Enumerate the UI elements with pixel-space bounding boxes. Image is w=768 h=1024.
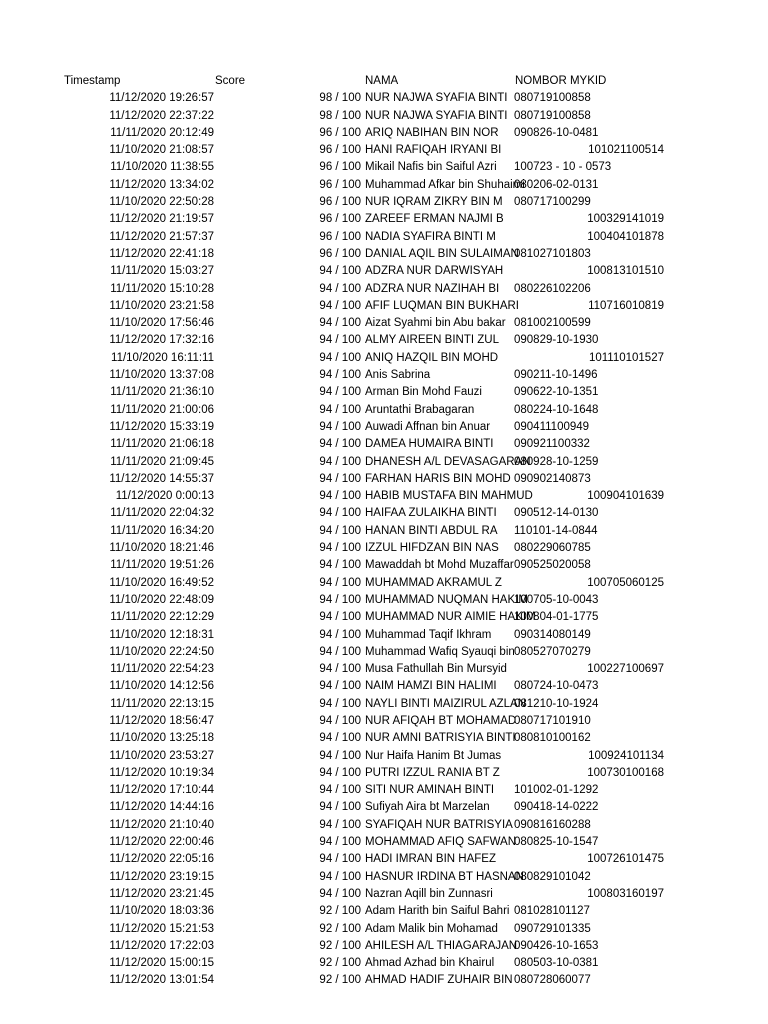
mykid-cell[interactable]: 100804-01-1775	[514, 611, 599, 624]
mykid-cell[interactable]: 090622-10-1351	[514, 386, 599, 399]
table-row	[0, 609, 768, 626]
timestamp-cell[interactable]: 11/10/2020 22:48:09	[109, 593, 214, 606]
mykid-cell[interactable]: 080728060077	[514, 974, 591, 987]
score-cell[interactable]: 96 / 100	[319, 196, 361, 209]
nama-cell[interactable]: NUR NAJWA SYAFIA BINTI	[365, 92, 508, 105]
timestamp-cell[interactable]: 11/12/2020 17:10:44	[109, 784, 214, 797]
mykid-cell[interactable]: 090921100332	[514, 438, 590, 451]
mykid-cell[interactable]: 090411100949	[514, 420, 590, 433]
timestamp-cell[interactable]: 11/10/2020 16:49:52	[109, 576, 214, 589]
table-row	[0, 419, 768, 436]
table-row	[0, 799, 768, 816]
table-body	[0, 90, 768, 989]
nama-cell[interactable]: HASNUR IRDINA BT HASNAN	[365, 870, 524, 883]
mykid-cell[interactable]: 100329141019	[587, 213, 664, 226]
score-cell[interactable]: 94 / 100	[319, 628, 361, 641]
nama-cell[interactable]: NUR AMNI BATRISYIA BINTI	[365, 732, 516, 745]
mykid-cell[interactable]: 090314080149	[514, 628, 591, 641]
table-row	[0, 471, 768, 488]
nama-cell[interactable]: HANI RAFIQAH IRYANI BI	[365, 144, 502, 157]
mykid-cell[interactable]: 081028101127	[514, 905, 590, 918]
spreadsheet	[0, 73, 768, 990]
timestamp-cell[interactable]: 11/11/2020 21:09:45	[110, 455, 214, 468]
mykid-cell[interactable]: 080719100858	[514, 109, 591, 122]
score-cell[interactable]: 94 / 100	[319, 732, 361, 745]
mykid-cell[interactable]: 101021100514	[588, 144, 664, 157]
timestamp-cell[interactable]: 11/12/2020 19:26:57	[109, 92, 214, 105]
nama-cell[interactable]: ALMY AIREEN BINTI ZUL	[365, 334, 499, 347]
timestamp-cell[interactable]: 11/12/2020 23:19:15	[109, 870, 214, 883]
score-cell[interactable]: 94 / 100	[319, 714, 361, 727]
mykid-cell[interactable]: 100726101475	[587, 853, 664, 866]
nama-cell[interactable]: FARHAN HARIS BIN MOHD	[365, 472, 511, 485]
timestamp-cell[interactable]: 11/12/2020 10:19:34	[109, 766, 214, 779]
table-row	[0, 246, 768, 263]
table-row	[0, 194, 768, 211]
mykid-cell[interactable]: 090525020058	[514, 559, 591, 572]
timestamp-cell[interactable]: 11/12/2020 21:57:37	[109, 230, 214, 243]
timestamp-cell[interactable]: 11/12/2020 15:33:19	[109, 420, 214, 433]
timestamp-cell[interactable]: 11/10/2020 16:11:11	[111, 351, 214, 364]
timestamp-cell[interactable]: 11/12/2020 18:56:47	[109, 714, 214, 727]
score-cell[interactable]: 94 / 100	[319, 593, 361, 606]
nama-cell[interactable]: Adam Harith bin Saiful Bahri	[365, 905, 510, 918]
score-cell[interactable]: 94 / 100	[319, 507, 361, 520]
timestamp-cell[interactable]: 11/10/2020 21:08:57	[109, 144, 214, 157]
nama-cell[interactable]: Ahmad Azhad bin Khairul	[365, 957, 495, 970]
score-cell[interactable]: 94 / 100	[319, 317, 361, 330]
mykid-cell[interactable]: 100227100697	[587, 663, 664, 676]
timestamp-cell[interactable]: 11/11/2020 21:00:06	[110, 403, 214, 416]
mykid-cell[interactable]: 110101-14-0844	[514, 524, 598, 537]
timestamp-cell[interactable]: 11/11/2020 22:12:29	[110, 611, 214, 624]
score-cell[interactable]: 94 / 100	[319, 490, 361, 503]
mykid-cell[interactable]: 090418-14-0222	[514, 801, 599, 814]
score-cell[interactable]: 94 / 100	[319, 334, 361, 347]
timestamp-cell[interactable]: 11/12/2020 22:05:16	[109, 853, 214, 866]
nama-cell[interactable]: Auwadi Affnan bin Anuar	[365, 420, 491, 433]
score-cell[interactable]: 94 / 100	[319, 438, 361, 451]
nama-cell[interactable]: SYAFIQAH NUR BATRISYIA	[365, 818, 513, 831]
timestamp-cell[interactable]: 11/10/2020 12:18:31	[109, 628, 214, 641]
timestamp-cell[interactable]: 11/12/2020 17:32:16	[109, 334, 214, 347]
score-cell[interactable]: 92 / 100	[319, 905, 361, 918]
table-row	[0, 281, 768, 298]
mykid-cell[interactable]: 100730100168	[587, 766, 664, 779]
nama-cell[interactable]: DHANESH A/L DEVASAGARAN	[365, 455, 531, 468]
score-cell[interactable]: 94 / 100	[319, 680, 361, 693]
timestamp-cell[interactable]: 11/11/2020 15:10:28	[110, 282, 214, 295]
nama-cell[interactable]: Mikail Nafis bin Saiful Azri	[365, 161, 497, 174]
table-row	[0, 298, 768, 315]
nama-cell[interactable]: DAMEA HUMAIRA BINTI	[365, 438, 494, 451]
table-row	[0, 972, 768, 989]
table-row	[0, 903, 768, 920]
mykid-cell[interactable]: 100904101639	[587, 490, 664, 503]
table-row	[0, 869, 768, 886]
mykid-cell[interactable]: 090426-10-1653	[514, 939, 599, 952]
score-cell[interactable]: 94 / 100	[319, 645, 361, 658]
nama-cell[interactable]: Aizat Syahmi bin Abu bakar	[365, 317, 506, 330]
table-row	[0, 938, 768, 955]
score-cell[interactable]: 94 / 100	[319, 766, 361, 779]
mykid-cell[interactable]: 080724-10-0473	[514, 680, 599, 693]
mykid-cell[interactable]: 090512-14-0130	[514, 507, 599, 520]
table-row	[0, 696, 768, 713]
timestamp-cell[interactable]: 11/10/2020 14:12:56	[109, 680, 214, 693]
nama-cell[interactable]: PUTRI IZZUL RANIA BT Z	[365, 766, 500, 779]
score-cell[interactable]: 94 / 100	[319, 265, 361, 278]
nama-cell[interactable]: Sufiyah Aira bt Marzelan	[365, 801, 490, 814]
mykid-cell[interactable]: 090211-10-1496	[514, 369, 598, 382]
table-row	[0, 367, 768, 384]
score-cell[interactable]: 94 / 100	[319, 663, 361, 676]
timestamp-cell[interactable]: 11/10/2020 17:56:46	[109, 317, 214, 330]
timestamp-cell[interactable]: 11/10/2020 11:38:55	[110, 161, 214, 174]
score-cell[interactable]: 94 / 100	[319, 299, 361, 312]
nama-cell[interactable]: MUHAMMAD NUR AIMIE HAKIM	[365, 611, 536, 624]
score-cell[interactable]: 94 / 100	[319, 853, 361, 866]
table-row	[0, 211, 768, 228]
table-row	[0, 263, 768, 280]
nama-cell[interactable]: Nazran Aqill bin Zunnasri	[365, 887, 493, 900]
table-row	[0, 557, 768, 574]
nama-cell[interactable]: IZZUL HIFDZAN BIN NAS	[365, 542, 499, 555]
table-row	[0, 177, 768, 194]
timestamp-cell[interactable]: 11/11/2020 15:03:27	[110, 265, 214, 278]
nama-cell[interactable]: HAIFAA ZULAIKHA BINTI	[365, 507, 497, 520]
table-row	[0, 834, 768, 851]
table-row	[0, 713, 768, 730]
mykid-cell[interactable]: 080719100858	[514, 92, 591, 105]
nama-cell[interactable]: Aruntathi Brabagaran	[365, 403, 475, 416]
score-cell[interactable]: 96 / 100	[319, 144, 361, 157]
score-cell[interactable]: 94 / 100	[319, 611, 361, 624]
mykid-cell[interactable]: 090729101335	[514, 922, 591, 935]
mykid-cell[interactable]: 080810100162	[514, 732, 591, 745]
timestamp-cell[interactable]: 11/10/2020 22:24:50	[109, 645, 214, 658]
nama-cell[interactable]: NADIA SYAFIRA BINTI M	[365, 230, 496, 243]
timestamp-cell[interactable]: 11/11/2020 20:12:49	[110, 126, 214, 139]
table-row	[0, 955, 768, 972]
nama-cell[interactable]: Muhammad Taqif Ikhram	[365, 628, 492, 641]
nama-cell[interactable]: MUHAMMAD NUQMAN HAKIM	[365, 593, 528, 606]
mykid-cell[interactable]: 080717100299	[514, 196, 591, 209]
nama-cell[interactable]: Anis Sabrina	[365, 369, 431, 382]
nama-cell[interactable]: AFIF LUQMAN BIN BUKHARI	[365, 299, 519, 312]
timestamp-cell[interactable]: 11/10/2020 23:53:27	[109, 749, 214, 762]
mykid-cell[interactable]: 081027101803	[514, 247, 591, 260]
nama-cell[interactable]: MOHAMMAD AFIQ SAFWAN	[365, 836, 516, 849]
mykid-cell[interactable]: 101110101527	[588, 351, 664, 364]
mykid-cell[interactable]: 090829-10-1930	[514, 334, 599, 347]
score-cell[interactable]: 94 / 100	[319, 455, 361, 468]
table-row	[0, 661, 768, 678]
mykid-cell[interactable]: 080825-10-1547	[514, 836, 599, 849]
timestamp-cell[interactable]: 11/11/2020 19:51:26	[110, 559, 214, 572]
score-cell[interactable]: 96 / 100	[319, 161, 361, 174]
mykid-cell[interactable]: 100813101510	[587, 265, 664, 278]
table-row	[0, 748, 768, 765]
score-cell[interactable]: 94 / 100	[319, 524, 361, 537]
timestamp-cell[interactable]: 11/11/2020 21:06:18	[110, 438, 214, 451]
score-cell[interactable]: 96 / 100	[319, 178, 361, 191]
table-row	[0, 575, 768, 592]
timestamp-cell[interactable]: 11/12/2020 21:19:57	[109, 213, 214, 226]
table-row	[0, 350, 768, 367]
timestamp-cell[interactable]: 11/12/2020 22:37:22	[109, 109, 214, 122]
score-cell[interactable]: 94 / 100	[319, 576, 361, 589]
timestamp-cell[interactable]: 11/10/2020 22:50:28	[109, 196, 214, 209]
score-cell[interactable]: 94 / 100	[319, 697, 361, 710]
mykid-cell[interactable]: 100705-10-0043	[514, 593, 599, 606]
timestamp-cell[interactable]: 11/12/2020 0:00:13	[115, 490, 214, 503]
table-row	[0, 505, 768, 522]
table-row	[0, 678, 768, 695]
score-cell[interactable]: 94 / 100	[319, 784, 361, 797]
mykid-cell[interactable]: 100705060125	[587, 576, 664, 589]
score-cell[interactable]: 96 / 100	[319, 126, 361, 139]
table-row	[0, 125, 768, 142]
timestamp-cell[interactable]: 11/12/2020 14:44:16	[109, 801, 214, 814]
score-cell[interactable]: 98 / 100	[319, 109, 361, 122]
mykid-cell[interactable]: 090826-10-0481	[514, 126, 599, 139]
table-row	[0, 384, 768, 401]
nama-cell[interactable]: HADI IMRAN BIN HAFEZ	[365, 853, 496, 866]
table-row	[0, 817, 768, 834]
table-row	[0, 886, 768, 903]
mykid-cell[interactable]: 080206-02-0131	[514, 178, 599, 191]
nama-cell[interactable]: SITI NUR AMINAH BINTI	[365, 784, 495, 797]
table-row	[0, 159, 768, 176]
table-row	[0, 108, 768, 125]
timestamp-cell[interactable]: 11/11/2020 16:34:20	[110, 524, 214, 537]
header-timestamp[interactable]: Timestamp	[64, 75, 121, 87]
timestamp-cell[interactable]: 11/12/2020 14:55:37	[109, 472, 214, 485]
table-row	[0, 592, 768, 609]
score-cell[interactable]: 94 / 100	[319, 542, 361, 555]
timestamp-cell[interactable]: 11/12/2020 21:10:40	[109, 818, 214, 831]
mykid-cell[interactable]: 080928-10-1259	[514, 455, 599, 468]
score-cell[interactable]: 94 / 100	[319, 351, 361, 364]
mykid-cell[interactable]: 100803160197	[587, 887, 664, 900]
score-cell[interactable]: 94 / 100	[319, 420, 361, 433]
table-row	[0, 229, 768, 246]
table-row	[0, 142, 768, 159]
timestamp-cell[interactable]: 11/11/2020 21:36:10	[110, 386, 214, 399]
mykid-cell[interactable]: 100404101878	[587, 230, 664, 243]
table-row	[0, 332, 768, 349]
score-cell[interactable]: 94 / 100	[319, 870, 361, 883]
timestamp-cell[interactable]: 11/10/2020 23:21:58	[109, 299, 214, 312]
nama-cell[interactable]: Musa Fathullah Bin Mursyid	[365, 663, 507, 676]
nama-cell[interactable]: AHMAD HADIF ZUHAIR BIN	[365, 974, 513, 987]
score-cell[interactable]: 94 / 100	[319, 887, 361, 900]
nama-cell[interactable]: Adam Malik bin Mohamad	[365, 922, 498, 935]
table-row	[0, 436, 768, 453]
timestamp-cell[interactable]: 11/12/2020 22:00:46	[109, 836, 214, 849]
nama-cell[interactable]: ADZRA NUR DARWISYAH	[365, 265, 504, 278]
timestamp-cell[interactable]: 11/11/2020 22:13:15	[110, 697, 214, 710]
table-row	[0, 315, 768, 332]
mykid-cell[interactable]: 080226102206	[514, 282, 591, 295]
nama-cell[interactable]: NAIM HAMZI BIN HALIMI	[365, 680, 497, 693]
mykid-cell[interactable]: 080829101042	[514, 870, 591, 883]
nama-cell[interactable]: NUR NAJWA SYAFIA BINTI	[365, 109, 508, 122]
score-cell[interactable]: 92 / 100	[319, 922, 361, 935]
mykid-cell[interactable]: 090902140873	[514, 472, 591, 485]
score-cell[interactable]: 96 / 100	[319, 213, 361, 226]
header-mykid[interactable]: NOMBOR MYKID	[515, 75, 607, 87]
nama-cell[interactable]: Muhammad Wafiq Syauqi bin	[365, 645, 515, 658]
nama-cell[interactable]: Nur Haifa Hanim Bt Jumas	[365, 749, 502, 762]
score-cell[interactable]: 96 / 100	[319, 230, 361, 243]
score-cell[interactable]: 94 / 100	[319, 818, 361, 831]
nama-cell[interactable]: ARIQ NABIHAN BIN NOR	[365, 126, 499, 139]
score-cell[interactable]: 94 / 100	[319, 749, 361, 762]
table-row	[0, 765, 768, 782]
table-row	[0, 851, 768, 868]
mykid-cell[interactable]: 080229060785	[514, 542, 591, 555]
score-cell[interactable]: 98 / 100	[319, 92, 361, 105]
header-nama[interactable]: NAMA	[365, 75, 399, 87]
timestamp-cell[interactable]: 11/10/2020 13:25:18	[109, 732, 214, 745]
nama-cell[interactable]: HABIB MUSTAFA BIN MAHMUD	[365, 490, 533, 503]
mykid-cell[interactable]: 080527070279	[514, 645, 591, 658]
table-row	[0, 523, 768, 540]
score-cell[interactable]: 94 / 100	[319, 559, 361, 572]
header-score[interactable]: Score	[215, 75, 246, 87]
timestamp-cell[interactable]: 11/12/2020 13:01:54	[109, 974, 214, 987]
score-cell[interactable]: 96 / 100	[319, 247, 361, 260]
header-row	[0, 73, 768, 90]
table-row	[0, 921, 768, 938]
table-row	[0, 402, 768, 419]
timestamp-cell[interactable]: 11/12/2020 22:41:18	[109, 247, 214, 260]
score-cell[interactable]: 92 / 100	[319, 939, 361, 952]
mykid-cell[interactable]: 080717101910	[514, 714, 591, 727]
nama-cell[interactable]: NAYLI BINTI MAIZIRUL AZLAN	[365, 697, 527, 710]
score-cell[interactable]: 94 / 100	[319, 282, 361, 295]
table-row	[0, 540, 768, 557]
score-cell[interactable]: 94 / 100	[319, 386, 361, 399]
timestamp-cell[interactable]: 11/10/2020 18:21:46	[109, 542, 214, 555]
table-row	[0, 488, 768, 505]
timestamp-cell[interactable]: 11/12/2020 17:22:03	[109, 939, 214, 952]
mykid-cell[interactable]: 080503-10-0381	[514, 957, 599, 970]
mykid-cell[interactable]: 100723 - 10 - 0573	[514, 161, 612, 174]
nama-cell[interactable]: Mawaddah bt Mohd Muzaffar	[365, 559, 514, 572]
nama-cell[interactable]: NUR AFIQAH BT MOHAMAD	[365, 714, 517, 727]
mykid-cell[interactable]: 081210-10-1924	[514, 697, 599, 710]
mykid-cell[interactable]: 110716010819	[588, 299, 664, 312]
score-cell[interactable]: 94 / 100	[319, 836, 361, 849]
nama-cell[interactable]: ADZRA NUR NAZIHAH BI	[365, 282, 500, 295]
mykid-cell[interactable]: 090816160288	[514, 818, 591, 831]
score-cell[interactable]: 94 / 100	[319, 403, 361, 416]
timestamp-cell[interactable]: 11/10/2020 18:03:36	[109, 905, 214, 918]
timestamp-cell[interactable]: 11/12/2020 13:34:02	[109, 178, 214, 191]
timestamp-cell[interactable]: 11/11/2020 22:54:23	[110, 663, 214, 676]
table-row	[0, 644, 768, 661]
score-cell[interactable]: 94 / 100	[319, 369, 361, 382]
score-cell[interactable]: 94 / 100	[319, 801, 361, 814]
score-cell[interactable]: 92 / 100	[319, 957, 361, 970]
score-cell[interactable]: 92 / 100	[319, 974, 361, 987]
timestamp-cell[interactable]: 11/10/2020 13:37:08	[109, 369, 214, 382]
nama-cell[interactable]: NUR IQRAM ZIKRY BIN M	[365, 196, 503, 209]
mykid-cell[interactable]: 100924101134	[588, 749, 664, 762]
nama-cell[interactable]: HANAN BINTI ABDUL RA	[365, 524, 498, 537]
score-cell[interactable]: 94 / 100	[319, 472, 361, 485]
nama-cell[interactable]: MUHAMMAD AKRAMUL Z	[365, 576, 502, 589]
nama-cell[interactable]: ANIQ HAZQIL BIN MOHD	[365, 351, 499, 364]
nama-cell[interactable]: ZAREEF ERMAN NAJMI B	[365, 213, 504, 226]
table-row	[0, 730, 768, 747]
table-row	[0, 627, 768, 644]
nama-cell[interactable]: Arman Bin Mohd Fauzi	[365, 386, 482, 399]
nama-cell[interactable]: Muhammad Afkar bin Shuhaimi	[365, 178, 525, 191]
nama-cell[interactable]: AHILESH A/L THIAGARAJAN	[365, 939, 518, 952]
mykid-cell[interactable]: 080224-10-1648	[514, 403, 599, 416]
timestamp-cell[interactable]: 11/11/2020 22:04:32	[110, 507, 214, 520]
mykid-cell[interactable]: 101002-01-1292	[514, 784, 599, 797]
timestamp-cell[interactable]: 11/12/2020 15:00:15	[109, 957, 214, 970]
nama-cell[interactable]: DANIAL AQIL BIN SULAIMAN	[365, 247, 519, 260]
table-row	[0, 454, 768, 471]
table-row	[0, 782, 768, 799]
mykid-cell[interactable]: 081002100599	[514, 317, 591, 330]
timestamp-cell[interactable]: 11/12/2020 15:21:53	[109, 922, 214, 935]
table-row	[0, 90, 768, 107]
timestamp-cell[interactable]: 11/12/2020 23:21:45	[109, 887, 214, 900]
